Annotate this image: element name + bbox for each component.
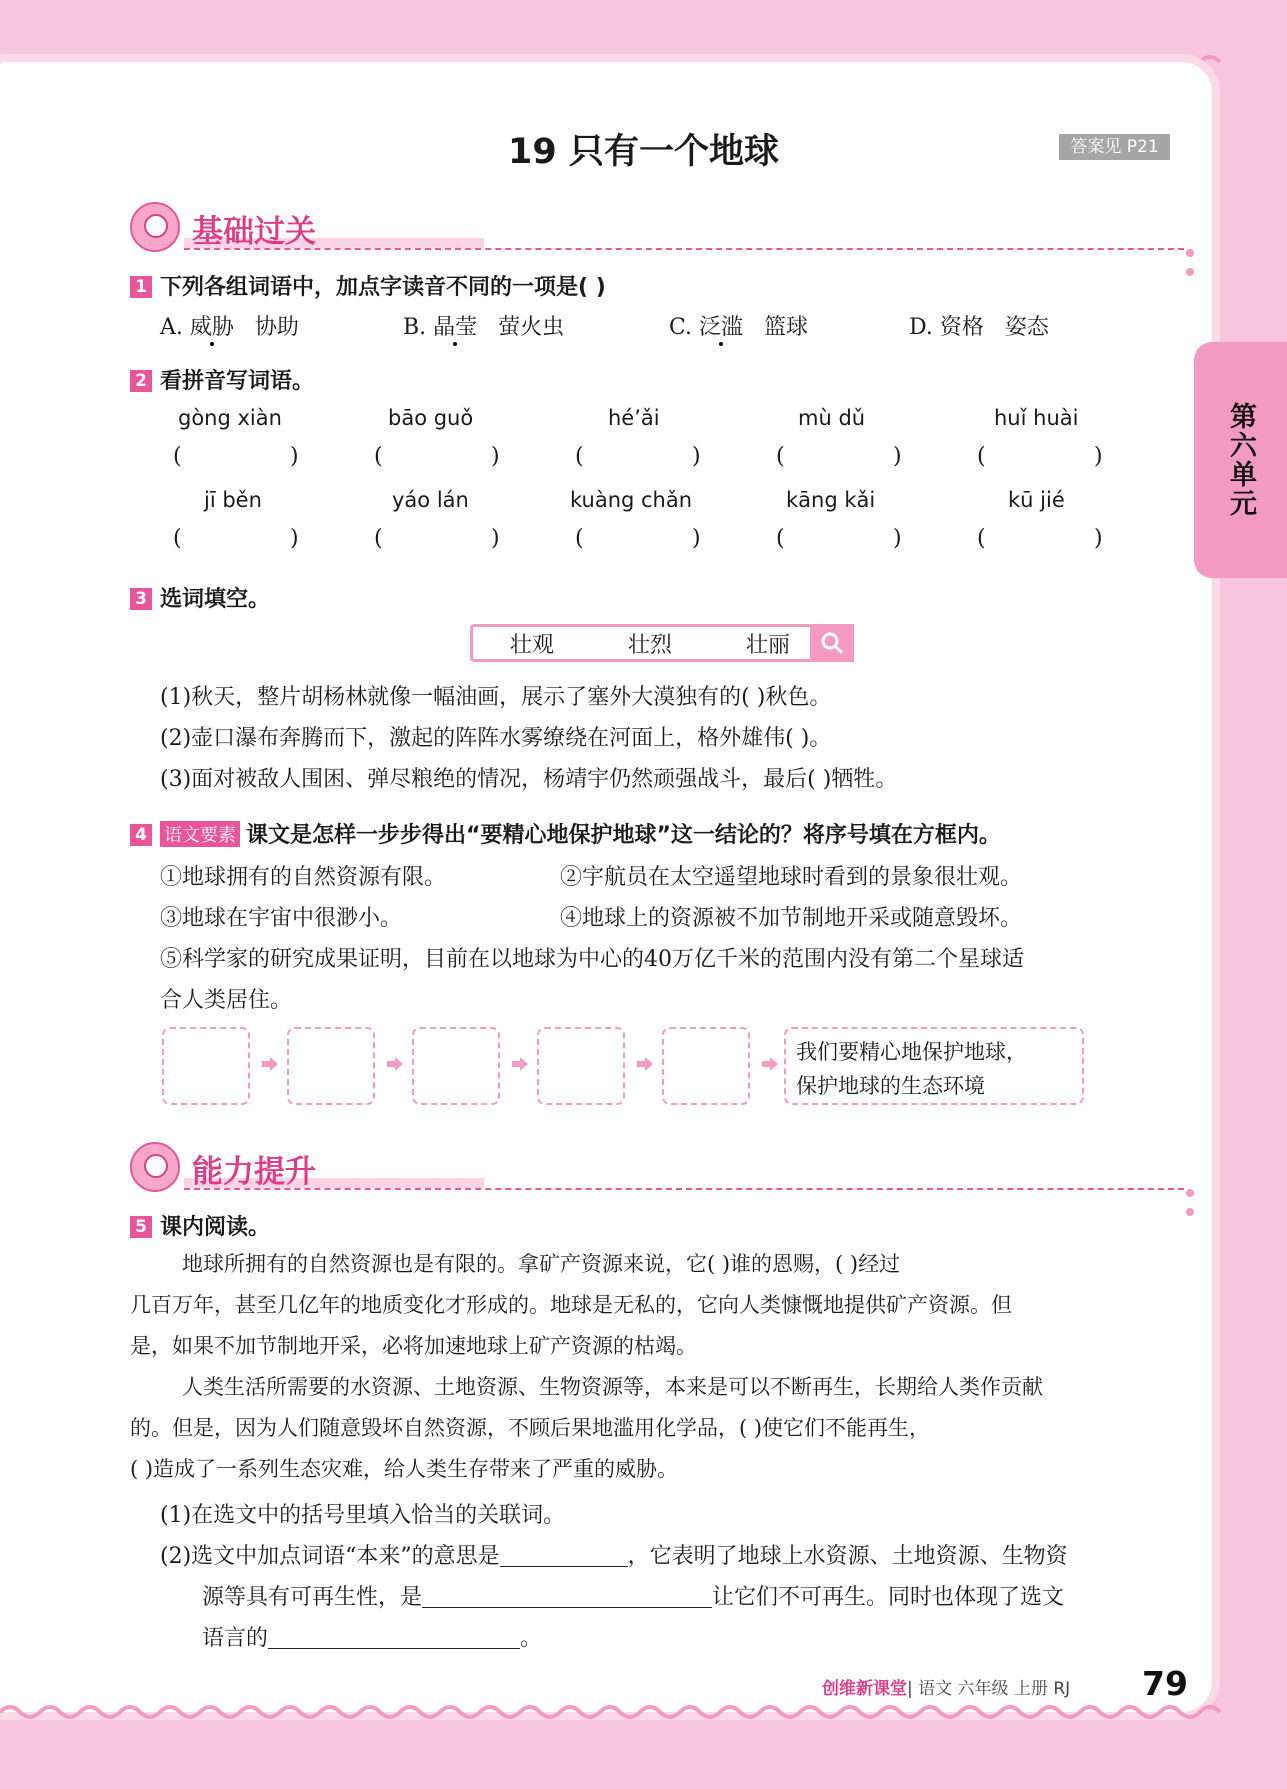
pinyin-8: kuàng chǎn <box>570 488 693 512</box>
section-header-basic <box>130 202 1180 254</box>
word-bank-item: 壮丽 <box>745 632 790 658</box>
pinyin-3: hé’ǎi <box>608 406 660 430</box>
question-3 <box>130 582 270 613</box>
arrow-right-icon <box>512 1057 528 1071</box>
language-element-tag: 语文要素 <box>160 821 240 847</box>
fill-blank[interactable] <box>422 1583 712 1608</box>
q5-sub-2-cont2: 语言的 。 <box>202 1626 543 1651</box>
page-number: 79 <box>1142 1664 1188 1703</box>
search-icon <box>810 624 854 662</box>
passage-line: ( )造成了一系列生态灾难，给人类生存带来了严重的威胁。 <box>130 1457 679 1481</box>
unit-side-tab[interactable] <box>1194 342 1287 578</box>
word-bank-item: 壮烈 <box>627 632 672 658</box>
passage-line: 地球所拥有的自然资源也是有限的。拿矿产资源来说，它( )谁的恩赐，( )经过 <box>182 1252 901 1276</box>
fill-blank[interactable] <box>500 1542 628 1567</box>
question-5 <box>130 1210 270 1241</box>
question-prompt: 课内阅读。 <box>160 1215 271 1240</box>
cartoon-mascot-icon <box>130 1142 180 1192</box>
conclusion-line-1: 我们要精心地保护地球， <box>796 1040 1027 1064</box>
section-header-ability <box>130 1142 1180 1194</box>
arrow-right-icon <box>637 1057 653 1071</box>
q1-option-d[interactable]: D. 资格 姿态 <box>909 315 1049 340</box>
passage-line: 的。但是，因为人们随意毁坏自然资源，不顾后果地滥用化学品，( )使它们不能再生， <box>130 1416 931 1440</box>
arrow-right-icon <box>762 1057 778 1071</box>
q4-statement-5: ⑤科学家的研究成果证明，目前在以地球为中心的40万亿千米的范围内没有第二个星球适 <box>160 947 1024 972</box>
q5-sub-2-cont: 源等具有可再生性，是 让它们不可再生。同时也体现了选文 <box>202 1585 1065 1610</box>
pinyin-4: mù dǔ <box>798 406 866 430</box>
answer-box-2[interactable] <box>287 1027 375 1105</box>
conclusion-box <box>784 1027 1084 1105</box>
q3-item-3: (3)面对被敌人围困、弹尽粮绝的情况，杨靖宇仍然顽强战斗，最后( )牺牲。 <box>160 767 898 792</box>
question-4 <box>130 818 1001 849</box>
page-title: 19 只有一个地球 <box>508 132 779 172</box>
section-title-ability: 能力提升 <box>192 1154 316 1190</box>
section-title-basic: 基础过关 <box>192 214 316 250</box>
question-number: 1 <box>130 276 152 298</box>
q4-statement-1: ①地球拥有的自然资源有限。 <box>160 865 447 890</box>
footer-brand: 创维新课堂| 语文 六年级 上册 RJ <box>822 1679 1071 1699</box>
question-prompt: 选词填空。 <box>160 587 271 612</box>
word-bank-item: 壮观 <box>509 632 554 658</box>
q1-option-a[interactable]: A. 威胁 协助 <box>160 315 299 340</box>
cartoon-mascot-icon <box>130 202 180 252</box>
conclusion-line-2: 保护地球的生态环境 <box>796 1074 985 1098</box>
pinyin-9: kāng kǎi <box>786 488 876 512</box>
question-2 <box>130 364 314 395</box>
question-1 <box>130 270 606 301</box>
question-prompt: 课文是怎样一步步得出“要精心地保护地球”这一结论的？将序号填在方框内。 <box>246 823 1001 848</box>
answer-box-5[interactable] <box>662 1027 750 1105</box>
passage-line: 是，如果不加节制地开采，必将加速地球上矿产资源的枯竭。 <box>130 1334 697 1358</box>
answer-box-3[interactable] <box>412 1027 500 1105</box>
question-prompt: 下列各组词语中，加点字读音不同的一项是( ) <box>160 275 606 300</box>
bottom-wave-border <box>0 1702 1230 1724</box>
q3-item-2: (2)壶口瀑布奔腾而下，激起的阵阵水雾缭绕在河面上，格外雄伟( )。 <box>160 726 832 751</box>
pinyin-1: gòng xiàn <box>178 406 282 430</box>
arrow-right-icon <box>387 1057 403 1071</box>
word-bank <box>470 624 854 662</box>
q5-sub-2: (2)选文中加点词语“本来”的意思是 ，它表明了地球上水资源、土地资源、生物资 <box>160 1544 1068 1569</box>
q4-statement-2: ②宇航员在太空遥望地球时看到的景象很壮观。 <box>560 865 1023 890</box>
pinyin-7: yáo lán <box>392 488 469 512</box>
pinyin-5: huǐ huài <box>994 406 1079 430</box>
answer-reference-badge: 答案见 P21 <box>1059 134 1170 160</box>
q4-statement-4: ④地球上的资源被不加节制地开采或随意毁坏。 <box>560 906 1023 931</box>
unit-side-tab-label: 第六单元 <box>1225 402 1256 518</box>
question-number: 3 <box>130 588 152 610</box>
q5-sub-1: (1)在选文中的括号里填入恰当的关联词。 <box>160 1503 566 1528</box>
arrow-right-icon <box>262 1057 278 1071</box>
pinyin-10: kū jié <box>1008 488 1065 512</box>
pinyin-6: jī běn <box>204 488 262 512</box>
question-prompt: 看拼音写词语。 <box>160 369 315 394</box>
question-number: 4 <box>130 824 152 846</box>
answer-box-1[interactable] <box>162 1027 250 1105</box>
q4-statement-3: ③地球在宇宙中很渺小。 <box>160 906 403 931</box>
question-number: 2 <box>130 370 152 392</box>
fill-blank[interactable] <box>268 1624 520 1649</box>
passage-line: 人类生活所需要的水资源、土地资源、生物资源等，本来是可以不断再生，长期给人类作贡献 <box>182 1375 1043 1399</box>
question-number: 5 <box>130 1216 152 1238</box>
q4-statement-5-cont: 合人类居住。 <box>160 988 293 1013</box>
q1-option-b[interactable]: B. 晶莹 萤火虫 <box>403 315 565 340</box>
q1-option-c[interactable]: C. 泛滥 篮球 <box>669 315 809 340</box>
answer-box-4[interactable] <box>537 1027 625 1105</box>
q3-item-1: (1)秋天，整片胡杨林就像一幅油画，展示了塞外大漠独有的( )秋色。 <box>160 685 832 710</box>
passage-line: 几百万年，甚至几亿年的地质变化才形成的。地球是无私的，它向人类慷慨地提供矿产资源。但 <box>130 1293 1012 1317</box>
pinyin-2: bāo guǒ <box>388 406 474 430</box>
reading-passage <box>130 1244 1170 1490</box>
